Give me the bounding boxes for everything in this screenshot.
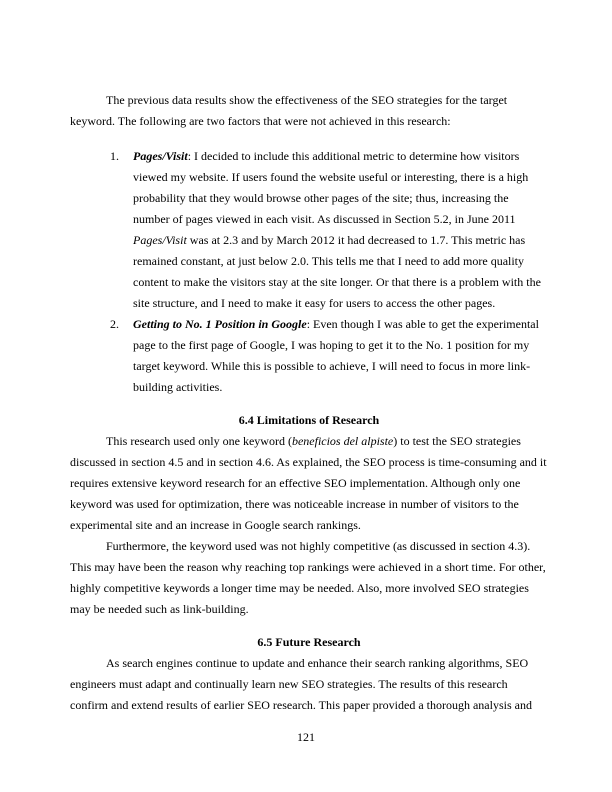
intro-paragraph-text: The previous data results show the effectiveness of the SEO strategies for the target keyword. The following are two factors that were not achieved in this research:: [70, 93, 508, 128]
section-heading-future-research: 6.5 Future Research: [257, 635, 361, 649]
list-item-number: 1.: [110, 149, 119, 163]
list-item-number: 2.: [110, 317, 119, 331]
numbered-list: [110, 146, 548, 398]
list-item-italic-phrase: Pages/Visit: [133, 233, 187, 247]
list-item-body-before-italic: : I decided to include this additional metric to determine how visitors viewed my website. If users found the website useful or interesting, there is a high probability that they would browse other pages of the site; thus, increasing the number of pages viewed in each visit. As discussed in Section 5.2, in June 2011: [133, 149, 529, 226]
future-research-para-text: As search engines continue to update and enhance their search ranking algorithms, SEO engineers must adapt and continually learn new SEO strategies. The results of this research confirm and extend results of earlier SEO research. This paper provided a thorough analysis and: [70, 656, 532, 712]
future-research-paragraph: [70, 653, 548, 716]
list-item-term: Pages/Visit: [133, 149, 188, 163]
page-number: 121: [297, 730, 315, 744]
list-item-term: Getting to No. 1 Position in Google: [133, 317, 307, 331]
list-item-body-before-italic: : Even though I was able to get the experimental page to the first page of Google, I was hoping to get it to the No. 1 position for my target keyword. While this is possible to achieve, I will need to focus in more link-building activities.: [133, 317, 539, 394]
limitations-para1-before-italic: This research used only one keyword (: [106, 434, 292, 448]
list-item-text: [133, 146, 548, 314]
list-item-pages-visit: [110, 146, 548, 314]
limitations-paragraph-2: [70, 536, 548, 620]
list-item-text: [133, 314, 548, 398]
limitations-para2-text: Furthermore, the keyword used was not highly competitive (as discussed in section 4.3). This may have been the reason why reaching top rankings were achieved in a short time. For other, highly competitive keywords a longer time may be needed. Also, more involved SEO strategies may be needed such as link-building.: [70, 539, 546, 616]
section-heading-limitations: 6.4 Limitations of Research: [238, 413, 380, 427]
limitations-paragraph-1: [70, 431, 548, 536]
page-content: [70, 90, 548, 716]
limitations-para1-italic-keyword: beneficios del alpiste: [291, 434, 394, 448]
list-item-body-after-italic: was at 2.3 and by March 2012 it had decreased to 1.7. This metric has remained constant, at just below 2.0. This tells me that I need to add more quality content to make the visitors stay at the site longer. Or that there is a problem with the site structure, and I need to make it easy for users to access the other pages.: [133, 233, 541, 310]
list-item-no1-position: [110, 314, 548, 398]
intro-paragraph: [70, 90, 548, 132]
limitations-para1-after-italic: ) to test the SEO strategies discussed in section 4.5 and in section 4.6. As explained, the SEO process is time-consuming and it requires extensive keyword research for an effective SEO implementation. Although only one keyword was used for optimization, there was noticeable increase in number of visitors to the experimental site and an increase in Google search rankings.: [70, 434, 547, 532]
